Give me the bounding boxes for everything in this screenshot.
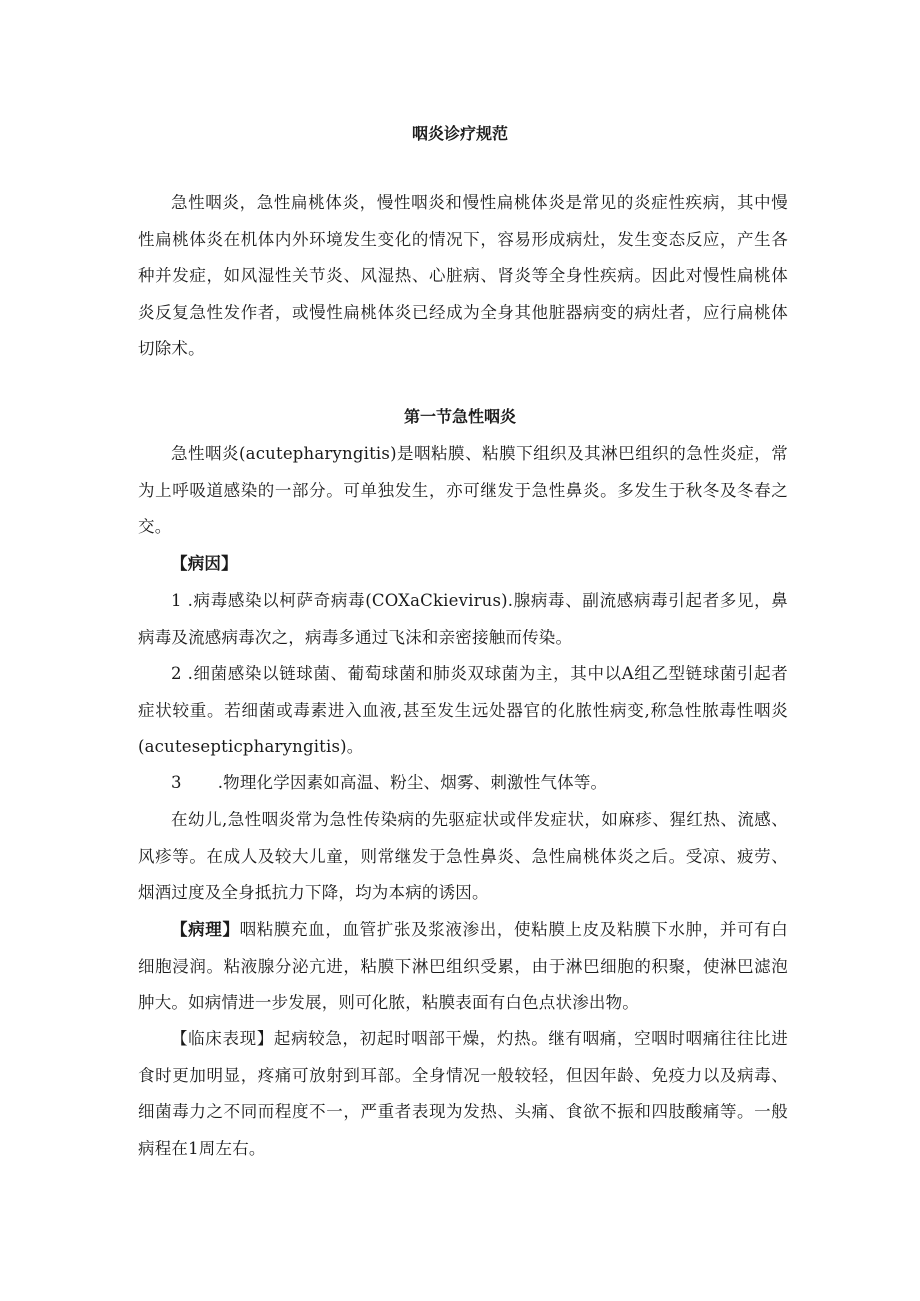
pathology-text: 咽粘膜充血，血管扩张及浆液渗出，使粘膜上皮及粘膜下水肿，并可有白细胞浸润。粘液腺分泌亢进，粘膜下淋巴组织受累，由于淋巴细胞的积聚，使淋巴滤泡肿大。如病情进一步发展，则可化脓，粘膜表面有白色点状渗出物。 bbox=[138, 920, 788, 1012]
clinical-text: 起病较急，初起时咽部干燥，灼热。继有咽痛，空咽时咽痛往往比进食时更加明显，疼痛可放射到耳部。全身情况一般较轻，但因年龄、免疫力以及病毒、细菌毒力之不同而程度不一，严重者表现为发热、头痛、食欲不振和四肢酸痛等。一般病程在1周左右。 bbox=[138, 1029, 789, 1158]
etiology-item-1: 1 .病毒感染以柯萨奇病毒(COXaCkievirus).腺病毒、副流感病毒引起者多见，鼻病毒及流感病毒次之，病毒多通过飞沫和亲密接触而传染。 bbox=[138, 591, 788, 647]
document-title: 咽炎诊疗规范 bbox=[411, 124, 508, 143]
etiology-item-3 bbox=[138, 765, 788, 802]
etiology-note: 在幼儿,急性咽炎常为急性传染病的先驱症状或伴发症状，如麻疹、猩红热、流感、风疹等。在成人及较大儿童，则常继发于急性鼻炎、急性扁桃体炎之后。受凉、疲劳、烟酒过度及全身抵抗力下降，均为本病的诱因。 bbox=[138, 810, 788, 902]
pathology-paragraph bbox=[138, 912, 788, 1022]
intro-paragraph: 急性咽炎，急性扁桃体炎，慢性咽炎和慢性扁桃体炎是常见的炎症性疾病，其中慢性扁桃体炎在机体内外环境发生变化的情况下，容易形成病灶，发生变态反应，产生各种并发症，如风湿性关节炎、风湿热、心脏病、肾炎等全身性疾病。因此对慢性扁桃体炎反复急性发作者，或慢性扁桃体炎已经成为全身其他脏器病变的病灶者，应行扁桃体切除术。 bbox=[138, 193, 788, 358]
etiology-item-3-text: .物理化学因素如高温、粉尘、烟雾、刺激性气体等。 bbox=[217, 773, 608, 792]
clinical-paragraph bbox=[138, 1021, 788, 1167]
definition-paragraph: 急性咽炎(acutepharyngitis)是咽粘膜、粘膜下组织及其淋巴组织的急性炎症，常为上呼吸道感染的一部分。可单独发生，亦可继发于急性鼻炎。多发生于秋冬及冬春之交。 bbox=[138, 444, 788, 536]
section-heading: 第一节急性咽炎 bbox=[403, 407, 516, 426]
pathology-label: 【病理】 bbox=[171, 920, 240, 939]
etiology-item-3-number: 3 bbox=[171, 773, 182, 792]
etiology-heading: 【病因】 bbox=[171, 554, 238, 573]
etiology-item-2: 2 .细菌感染以链球菌、葡萄球菌和肺炎双球菌为主，其中以A组乙型链球菌引起者症状较重。若细菌或毒素进入血液,甚至发生远处器官的化脓性病变,称急性脓毒性咽炎(acutesepticpharyngitis)。 bbox=[138, 664, 788, 756]
clinical-label: 【临床表现】 bbox=[171, 1029, 274, 1048]
